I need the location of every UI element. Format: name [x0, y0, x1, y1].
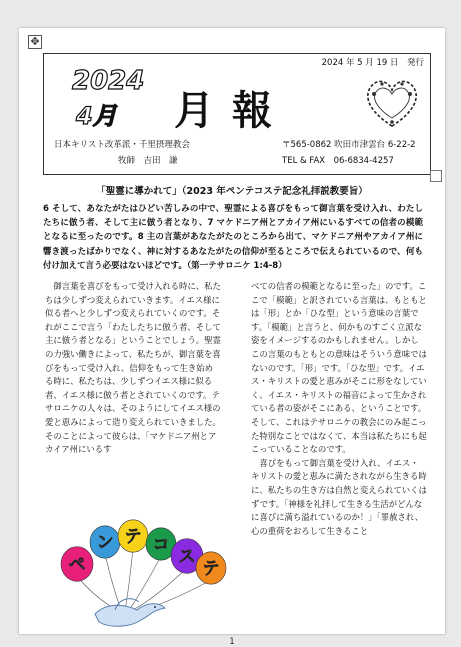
balloon-6 — [196, 552, 226, 584]
article-paragraph: べての信者の模範となるに至った」のです。ここで「模範」と訳されている言葉は、もともとは「形」とか「ひな型」という意味の言葉です。「模範」と言うと、何かものすごく立派な姿をイメージするのかもしれません。しかしこの言葉のもともとの意味はそういう意味ではないのです。「形」です。「ひな型」です。イエス・キリストの愛と恵みがそこに形をなしていく、イエス・キリストの福音によって生かされている者の姿がそこにある、ということです。そして、これはテサロニケの教会にのみ起こった特別なことではなくて、本当は私たちにも起こっていることなのです。 — [251, 281, 427, 455]
header-month: 4月 — [76, 102, 117, 130]
scripture-passage: 6 そして、あなたがたはひどい苦しみの中で、聖霊による喜びをもって御言葉を受け入れ、わたしたちに倣う者、そして主に倣う者となり、7 マケドニア州とアカイア州にいるすべての信者の模範となるに至ったのです。8 主の言葉があなたがたのところから出て、マケドニア州やアカイア州に響き渡ったばかりでなく、神に対するあなたがたの信仰が至るところで伝えられているので、何も付け加えて言う必要はないほどです。（第一テサロニケ 1:4-8） — [43, 204, 423, 271]
church-name: 日本キリスト改革派・千里摂理教会 — [54, 140, 190, 150]
newsletter-title: 月報 — [174, 87, 290, 134]
balloon-3 — [118, 520, 148, 552]
table-move-handle-icon[interactable]: ✥ — [28, 35, 42, 49]
church-address: 〒565-0862 吹田市津雲台 6-22-2 — [282, 140, 416, 150]
pastor-name: 牧師 吉田 謙 — [118, 156, 178, 166]
balloon-letter: コ — [152, 535, 170, 555]
balloon-letter: テ — [124, 527, 142, 547]
balloon-letter: テ — [202, 559, 220, 579]
article-paragraph: 喜びをもって御言葉を受け入れ、イエス・キリストの愛と恵みに満たされながら生きる時に、私たちの生き方は自然と変えられていくはずです。「神様を礼拝して生きる生活がどんなに喜びに満ち溢れているのか！」「罪赦され、心の重荷をおろして生きること — [251, 457, 427, 536]
heart-wreath-icon — [362, 74, 422, 132]
page-number: 1 — [229, 637, 235, 647]
header-year: 2024 — [72, 66, 145, 96]
balloon-2 — [90, 526, 120, 558]
balloon-1 — [61, 547, 93, 582]
church-phone: TEL & FAX 06-6834-4257 — [282, 156, 394, 166]
article-title: 「聖霊に導かれて」（2023 年ペンテコステ記念礼拝説教要旨） — [96, 186, 368, 197]
article-column-left — [45, 280, 221, 457]
article-paragraph: 御言葉を喜びをもって受け入れる時に、私たちは少しずつ変えられていきます。イエス様に似る者へと少しずつ変えられていくのです。それがここで言う「わたしたちに倣う者、そして主に倣う者となる」ということでしょう。聖霊の力強い働きによって、私たちが、御言葉を喜びをもって受け入れ、信仰をもって生き始める時に、私たちは、少しずつイエス様に似る者、イエス様に倣う者とされていくのです。テサロニケの人々は、そのようにしてイエス様の愛と恵みによって造り変えられていきました。そのことによって彼らは、「マケドニア州とアカイア州にいるす — [45, 281, 221, 455]
pentecost-balloons-dove-image — [55, 518, 235, 633]
article-column-right — [251, 280, 427, 538]
balloon-letter: ス — [178, 547, 196, 567]
issue-date: 2024 年 5 月 19 日 発行 — [321, 58, 424, 68]
document-page — [19, 28, 445, 647]
balloon-letter: ン — [96, 533, 114, 553]
text-box-handle[interactable] — [430, 170, 442, 182]
balloon-letter: ペ — [68, 555, 86, 575]
newsletter-header — [43, 53, 431, 175]
